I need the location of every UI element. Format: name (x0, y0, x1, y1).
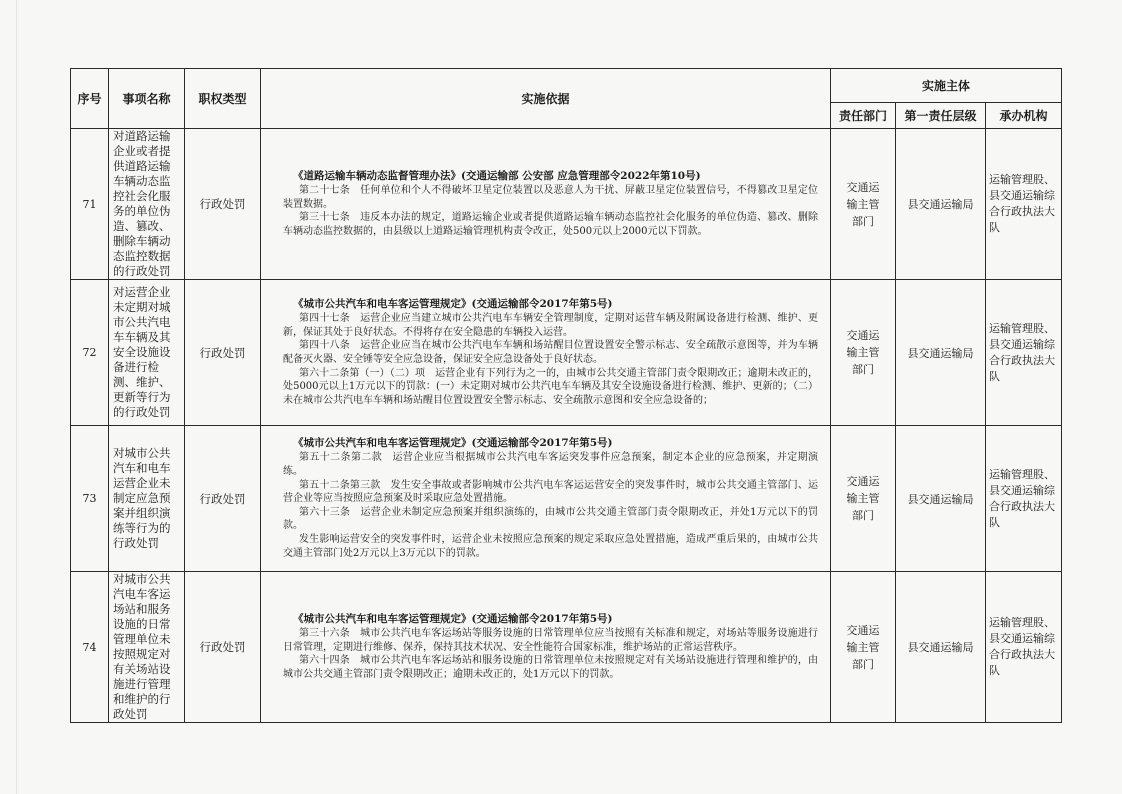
header-basis: 实施依据 (261, 69, 831, 129)
basis-regulation-title: 《城市公共汽车和电车客运管理规定》(交通运输部令2017年第5号) (293, 297, 613, 310)
basis-article: 第六十四条 城市公共汽电车客运场站和服务设施的日常管理单位未按照规定对有关场站设施进行管理和维护的，由城市公共交通主管部门责令限期改正；逾期未改正的，处1万元以下的罚款。 (283, 655, 818, 680)
basis-article: 第五十二条第二款 运营企业应当根据城市公共汽电车客运突发事件应急预案，制定本企业的应急预案，并定期演练。 (283, 452, 818, 478)
item-name: 对城市公共汽电车客运场站和服务设施的日常管理单位未按照规定对有关场站设施进行管理和维护的行政处罚 (109, 572, 185, 723)
responsibility-level: 县交通运输局 (896, 280, 986, 426)
row-number: 72 (71, 280, 109, 426)
item-name: 对运营企业未定期对城市公共汽电车车辆及其安全设施设备进行检测、维护、更新等行为的行政处罚 (109, 280, 185, 426)
header-no: 序号 (71, 69, 109, 129)
header-org: 承办机构 (986, 103, 1062, 129)
table-row (71, 280, 1062, 426)
handling-agency: 运输管理股、县交通运输综合行政执法大队 (986, 426, 1062, 572)
header-subject: 实施主体 (831, 69, 1062, 103)
basis-article: 第六十三条 运营企业未制定应急预案并组织演练的，由城市公共交通主管部门责令限期改正，并处1万元以下的罚款。 (283, 506, 818, 532)
legal-basis (261, 426, 831, 572)
power-type: 行政处罚 (185, 426, 261, 572)
basis-regulation-title: 《道路运输车辆动态监督管理办法》(交通运输部 公安部 应急管理部令2022年第10号) (293, 169, 701, 182)
header-item-name: 事项名称 (109, 69, 185, 129)
basis-article: 第二十七条 任何单位和个人不得破坏卫星定位装置以及恶意人为干扰、屏蔽卫星定位装置信号，不得篡改卫星定位装置数据。 (283, 185, 818, 210)
basis-article: 发生影响运营安全的突发事件时，运营企业未按照应急预案的规定采取应急处置措施，造成严重后果的，由城市公共交通主管部门处2万元以上3万元以下的罚款。 (283, 533, 818, 559)
header-level: 第一责任层级 (896, 103, 986, 129)
responsibility-level: 县交通运输局 (896, 129, 986, 280)
power-type: 行政处罚 (185, 129, 261, 280)
item-name: 对城市公共汽车和电车运营企业未制定应急预案并组织演练等行为的行政处罚 (109, 426, 185, 572)
responsibility-level: 县交通运输局 (896, 572, 986, 723)
responsible-dept: 交通运输主管部门 (831, 426, 896, 572)
table-body (71, 129, 1062, 723)
basis-article: 第三十六条 城市公共汽电车客运场站等服务设施的日常管理单位应当按照有关标准和规定，对场站等服务设施进行日常管理，定期进行维修、保养，保持其技术状况、安全性能符合国家标准，维护场站的正常运营秩序。 (283, 628, 818, 653)
basis-regulation-title: 《城市公共汽车和电车客运管理规定》(交通运输部令2017年第5号) (293, 436, 613, 449)
table-row (71, 426, 1062, 572)
handling-agency: 运输管理股、县交通运输综合行政执法大队 (986, 280, 1062, 426)
handling-agency: 运输管理股、县交通运输综合行政执法大队 (986, 572, 1062, 723)
header-power-type: 职权类型 (185, 69, 261, 129)
responsible-dept: 交通运输主管部门 (831, 572, 896, 723)
handling-agency: 运输管理股、县交通运输综合行政执法大队 (986, 129, 1062, 280)
basis-article: 第五十二条第三款 发生安全事故或者影响城市公共汽电车客运运营安全的突发事件时，城市公共交通主管部门、运营企业等应当按照应急预案及时采取应急处置措施。 (283, 479, 818, 505)
power-type: 行政处罚 (185, 280, 261, 426)
item-name: 对道路运输企业或者提供道路运输车辆动态监控社会化服务的单位伪造、篡改、删除车辆动态监控数据的行政处罚 (109, 129, 185, 280)
basis-article: 第六十二条第（一）（二）项 运营企业有下列行为之一的，由城市公共交通主管部门责令限期改正；逾期未改正的，处5000元以上1万元以下的罚款：(一）未定期对城市公共汽电车车辆及其安全设施设备进行检测、维护、更新的；（二）未在城市公共汽电车车辆和场站醒目位置设置安全警示标志、安全疏散示意图和安全应急设备的； (283, 367, 818, 406)
responsible-dept: 交通运输主管部门 (831, 129, 896, 280)
enforcement-items-table (70, 68, 1062, 723)
legal-basis (261, 572, 831, 723)
basis-article: 第三十七条 违反本办法的规定，道路运输企业或者提供道路运输车辆动态监控社会化服务的单位伪造、篡改、删除车辆动态监控数据的，由县级以上道路运输管理机构责令改正，处500元以上2000元以下罚款。 (283, 212, 818, 237)
header-dept: 责任部门 (831, 103, 896, 129)
row-number: 74 (71, 572, 109, 723)
basis-article: 第四十八条 运营企业应当在城市公共汽电车车辆和场站醒目位置设置安全警示标志、安全疏散示意图等，并为车辆配备灭火器、安全锤等安全应急设备，保证安全应急设备处于良好状态。 (283, 340, 818, 365)
responsible-dept: 交通运输主管部门 (831, 280, 896, 426)
table-row (71, 572, 1062, 723)
legal-basis (261, 280, 831, 426)
table-row (71, 129, 1062, 280)
scan-edge-line (16, 0, 17, 794)
header-row (71, 69, 1062, 103)
basis-regulation-title: 《城市公共汽车和电车客运管理规定》(交通运输部令2017年第5号) (293, 612, 613, 625)
basis-article: 第四十七条 运营企业应当建立城市公共汽电车车辆安全管理制度，定期对运营车辆及附属设备进行检测、维护、更新，保证其处于良好状态。不得将存在安全隐患的车辆投入运营。 (283, 313, 818, 338)
responsibility-level: 县交通运输局 (896, 426, 986, 572)
power-type: 行政处罚 (185, 572, 261, 723)
row-number: 73 (71, 426, 109, 572)
row-number: 71 (71, 129, 109, 280)
legal-basis (261, 129, 831, 280)
